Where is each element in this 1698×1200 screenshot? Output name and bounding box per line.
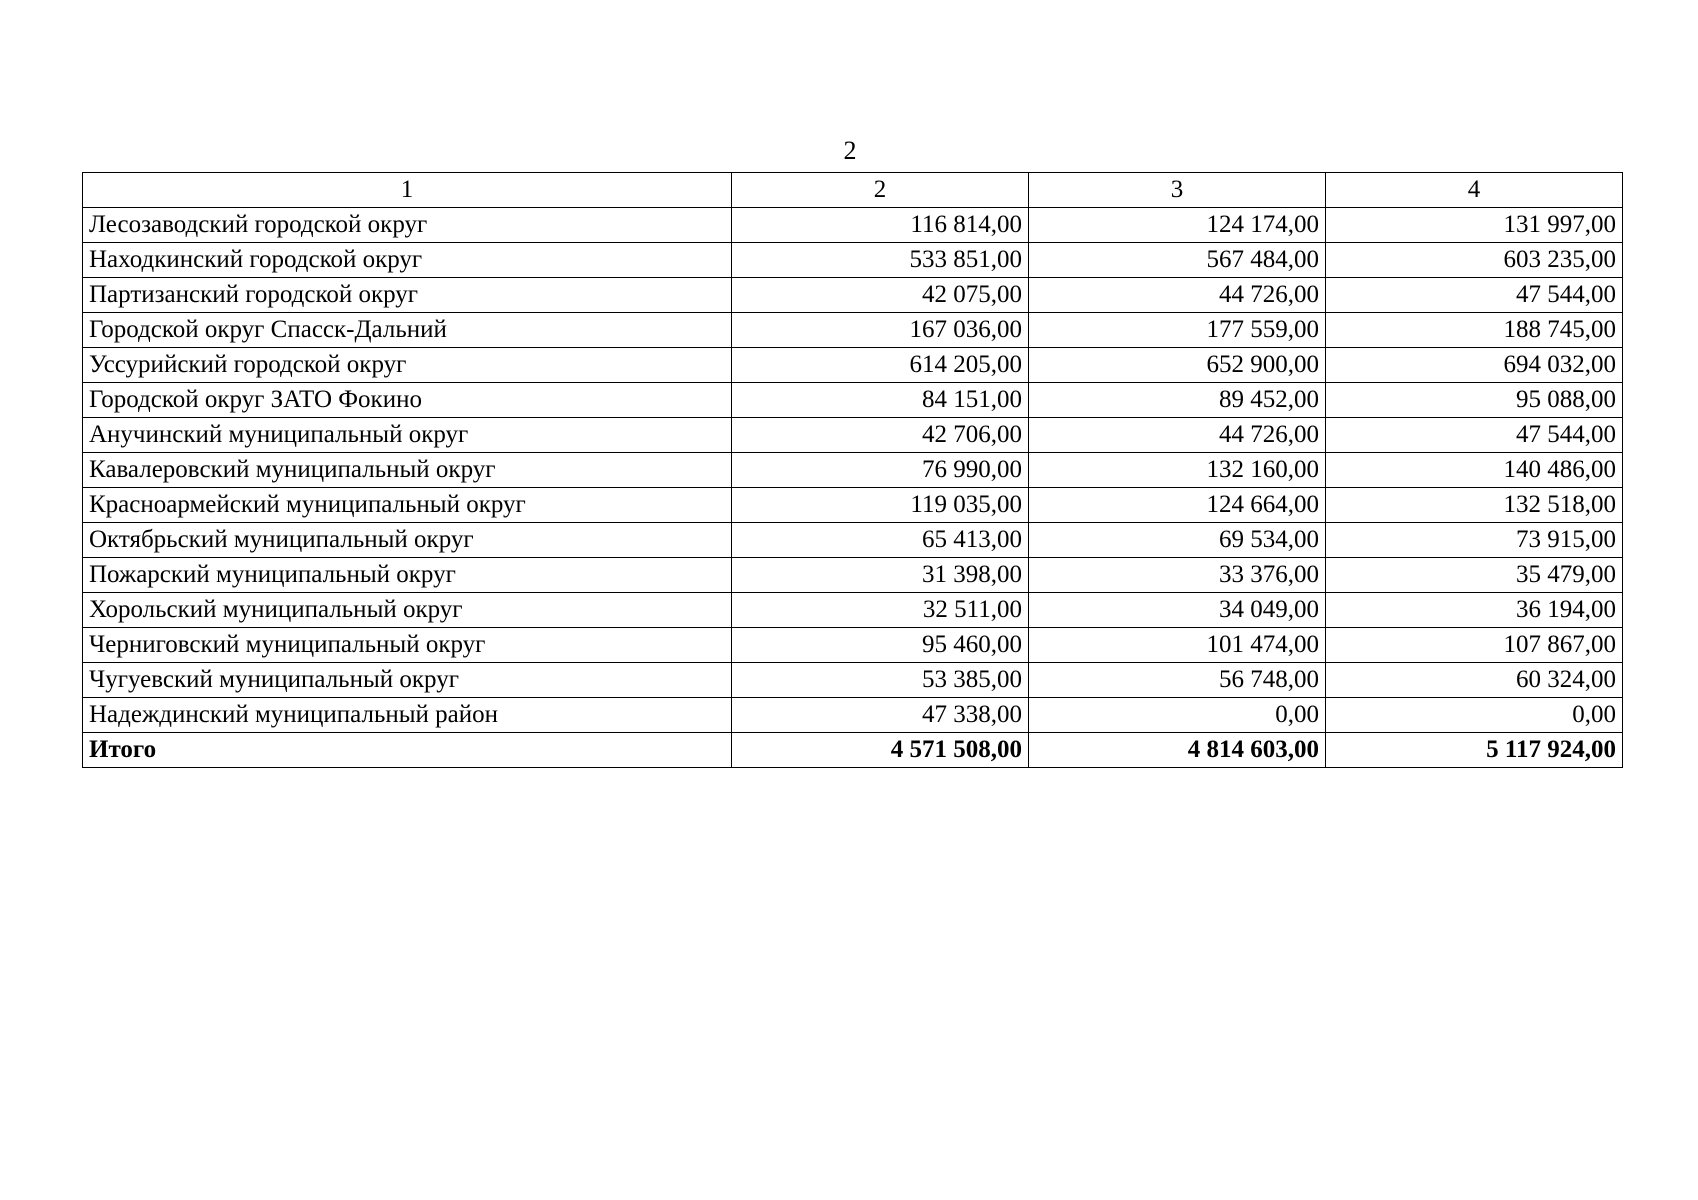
value-col-2: 76 990,00 — [732, 453, 1029, 488]
municipality-name: Уссурийский городской округ — [83, 348, 732, 383]
value-col-3: 34 049,00 — [1029, 593, 1326, 628]
table-row — [83, 348, 1623, 383]
table-header-row — [83, 173, 1623, 208]
header-cell-1: 1 — [83, 173, 732, 208]
municipality-name: Хорольский муниципальный округ — [83, 593, 732, 628]
total-row — [83, 733, 1623, 768]
value-col-2: 614 205,00 — [732, 348, 1029, 383]
table-row — [83, 278, 1623, 313]
total-col-2: 4 571 508,00 — [732, 733, 1029, 768]
value-col-3: 567 484,00 — [1029, 243, 1326, 278]
value-col-3: 101 474,00 — [1029, 628, 1326, 663]
value-col-3: 124 664,00 — [1029, 488, 1326, 523]
municipality-name: Анучинский муниципальный округ — [83, 418, 732, 453]
value-col-3: 44 726,00 — [1029, 418, 1326, 453]
value-col-3: 44 726,00 — [1029, 278, 1326, 313]
municipality-name: Красноармейский муниципальный округ — [83, 488, 732, 523]
value-col-2: 42 706,00 — [732, 418, 1029, 453]
value-col-2: 167 036,00 — [732, 313, 1029, 348]
header-cell-2: 2 — [732, 173, 1029, 208]
municipality-name: Октябрьский муниципальный округ — [83, 523, 732, 558]
value-col-4: 0,00 — [1326, 698, 1623, 733]
municipality-name: Находкинский городской округ — [83, 243, 732, 278]
municipality-name: Городской округ ЗАТО Фокино — [83, 383, 732, 418]
table-row — [83, 523, 1623, 558]
table-row — [83, 558, 1623, 593]
value-col-4: 47 544,00 — [1326, 278, 1623, 313]
value-col-2: 533 851,00 — [732, 243, 1029, 278]
value-col-3: 0,00 — [1029, 698, 1326, 733]
header-cell-3: 3 — [1029, 173, 1326, 208]
value-col-2: 95 460,00 — [732, 628, 1029, 663]
value-col-4: 95 088,00 — [1326, 383, 1623, 418]
table-row — [83, 628, 1623, 663]
table-row — [83, 383, 1623, 418]
total-label: Итого — [83, 733, 732, 768]
value-col-3: 89 452,00 — [1029, 383, 1326, 418]
total-col-3: 4 814 603,00 — [1029, 733, 1326, 768]
value-col-4: 47 544,00 — [1326, 418, 1623, 453]
page-number: 2 — [843, 136, 857, 165]
value-col-4: 131 997,00 — [1326, 208, 1623, 243]
municipality-name: Лесозаводский городской округ — [83, 208, 732, 243]
table-row — [83, 313, 1623, 348]
value-col-4: 694 032,00 — [1326, 348, 1623, 383]
municipality-name: Партизанский городской округ — [83, 278, 732, 313]
data-table — [82, 172, 1623, 768]
municipality-name: Чугуевский муниципальный округ — [83, 663, 732, 698]
municipality-name: Черниговский муниципальный округ — [83, 628, 732, 663]
value-col-3: 177 559,00 — [1029, 313, 1326, 348]
value-col-3: 652 900,00 — [1029, 348, 1326, 383]
table-row — [83, 488, 1623, 523]
table-row — [83, 453, 1623, 488]
value-col-4: 188 745,00 — [1326, 313, 1623, 348]
value-col-4: 60 324,00 — [1326, 663, 1623, 698]
table-row — [83, 208, 1623, 243]
value-col-3: 33 376,00 — [1029, 558, 1326, 593]
table-row — [83, 243, 1623, 278]
value-col-3: 69 534,00 — [1029, 523, 1326, 558]
municipality-name: Кавалеровский муниципальный округ — [83, 453, 732, 488]
municipality-name: Городской округ Спасск-Дальний — [83, 313, 732, 348]
municipality-name: Надеждинский муниципальный район — [83, 698, 732, 733]
value-col-3: 56 748,00 — [1029, 663, 1326, 698]
table-row — [83, 663, 1623, 698]
value-col-2: 116 814,00 — [732, 208, 1029, 243]
value-col-3: 132 160,00 — [1029, 453, 1326, 488]
value-col-4: 132 518,00 — [1326, 488, 1623, 523]
value-col-4: 36 194,00 — [1326, 593, 1623, 628]
value-col-2: 42 075,00 — [732, 278, 1029, 313]
table-row — [83, 698, 1623, 733]
value-col-2: 119 035,00 — [732, 488, 1029, 523]
value-col-2: 84 151,00 — [732, 383, 1029, 418]
value-col-4: 107 867,00 — [1326, 628, 1623, 663]
value-col-4: 35 479,00 — [1326, 558, 1623, 593]
value-col-4: 603 235,00 — [1326, 243, 1623, 278]
value-col-2: 32 511,00 — [732, 593, 1029, 628]
value-col-4: 140 486,00 — [1326, 453, 1623, 488]
value-col-2: 65 413,00 — [732, 523, 1029, 558]
table-row — [83, 418, 1623, 453]
value-col-4: 73 915,00 — [1326, 523, 1623, 558]
municipality-name: Пожарский муниципальный округ — [83, 558, 732, 593]
table-row — [83, 593, 1623, 628]
value-col-2: 53 385,00 — [732, 663, 1029, 698]
value-col-3: 124 174,00 — [1029, 208, 1326, 243]
header-cell-4: 4 — [1326, 173, 1623, 208]
value-col-2: 31 398,00 — [732, 558, 1029, 593]
value-col-2: 47 338,00 — [732, 698, 1029, 733]
total-col-4: 5 117 924,00 — [1326, 733, 1623, 768]
